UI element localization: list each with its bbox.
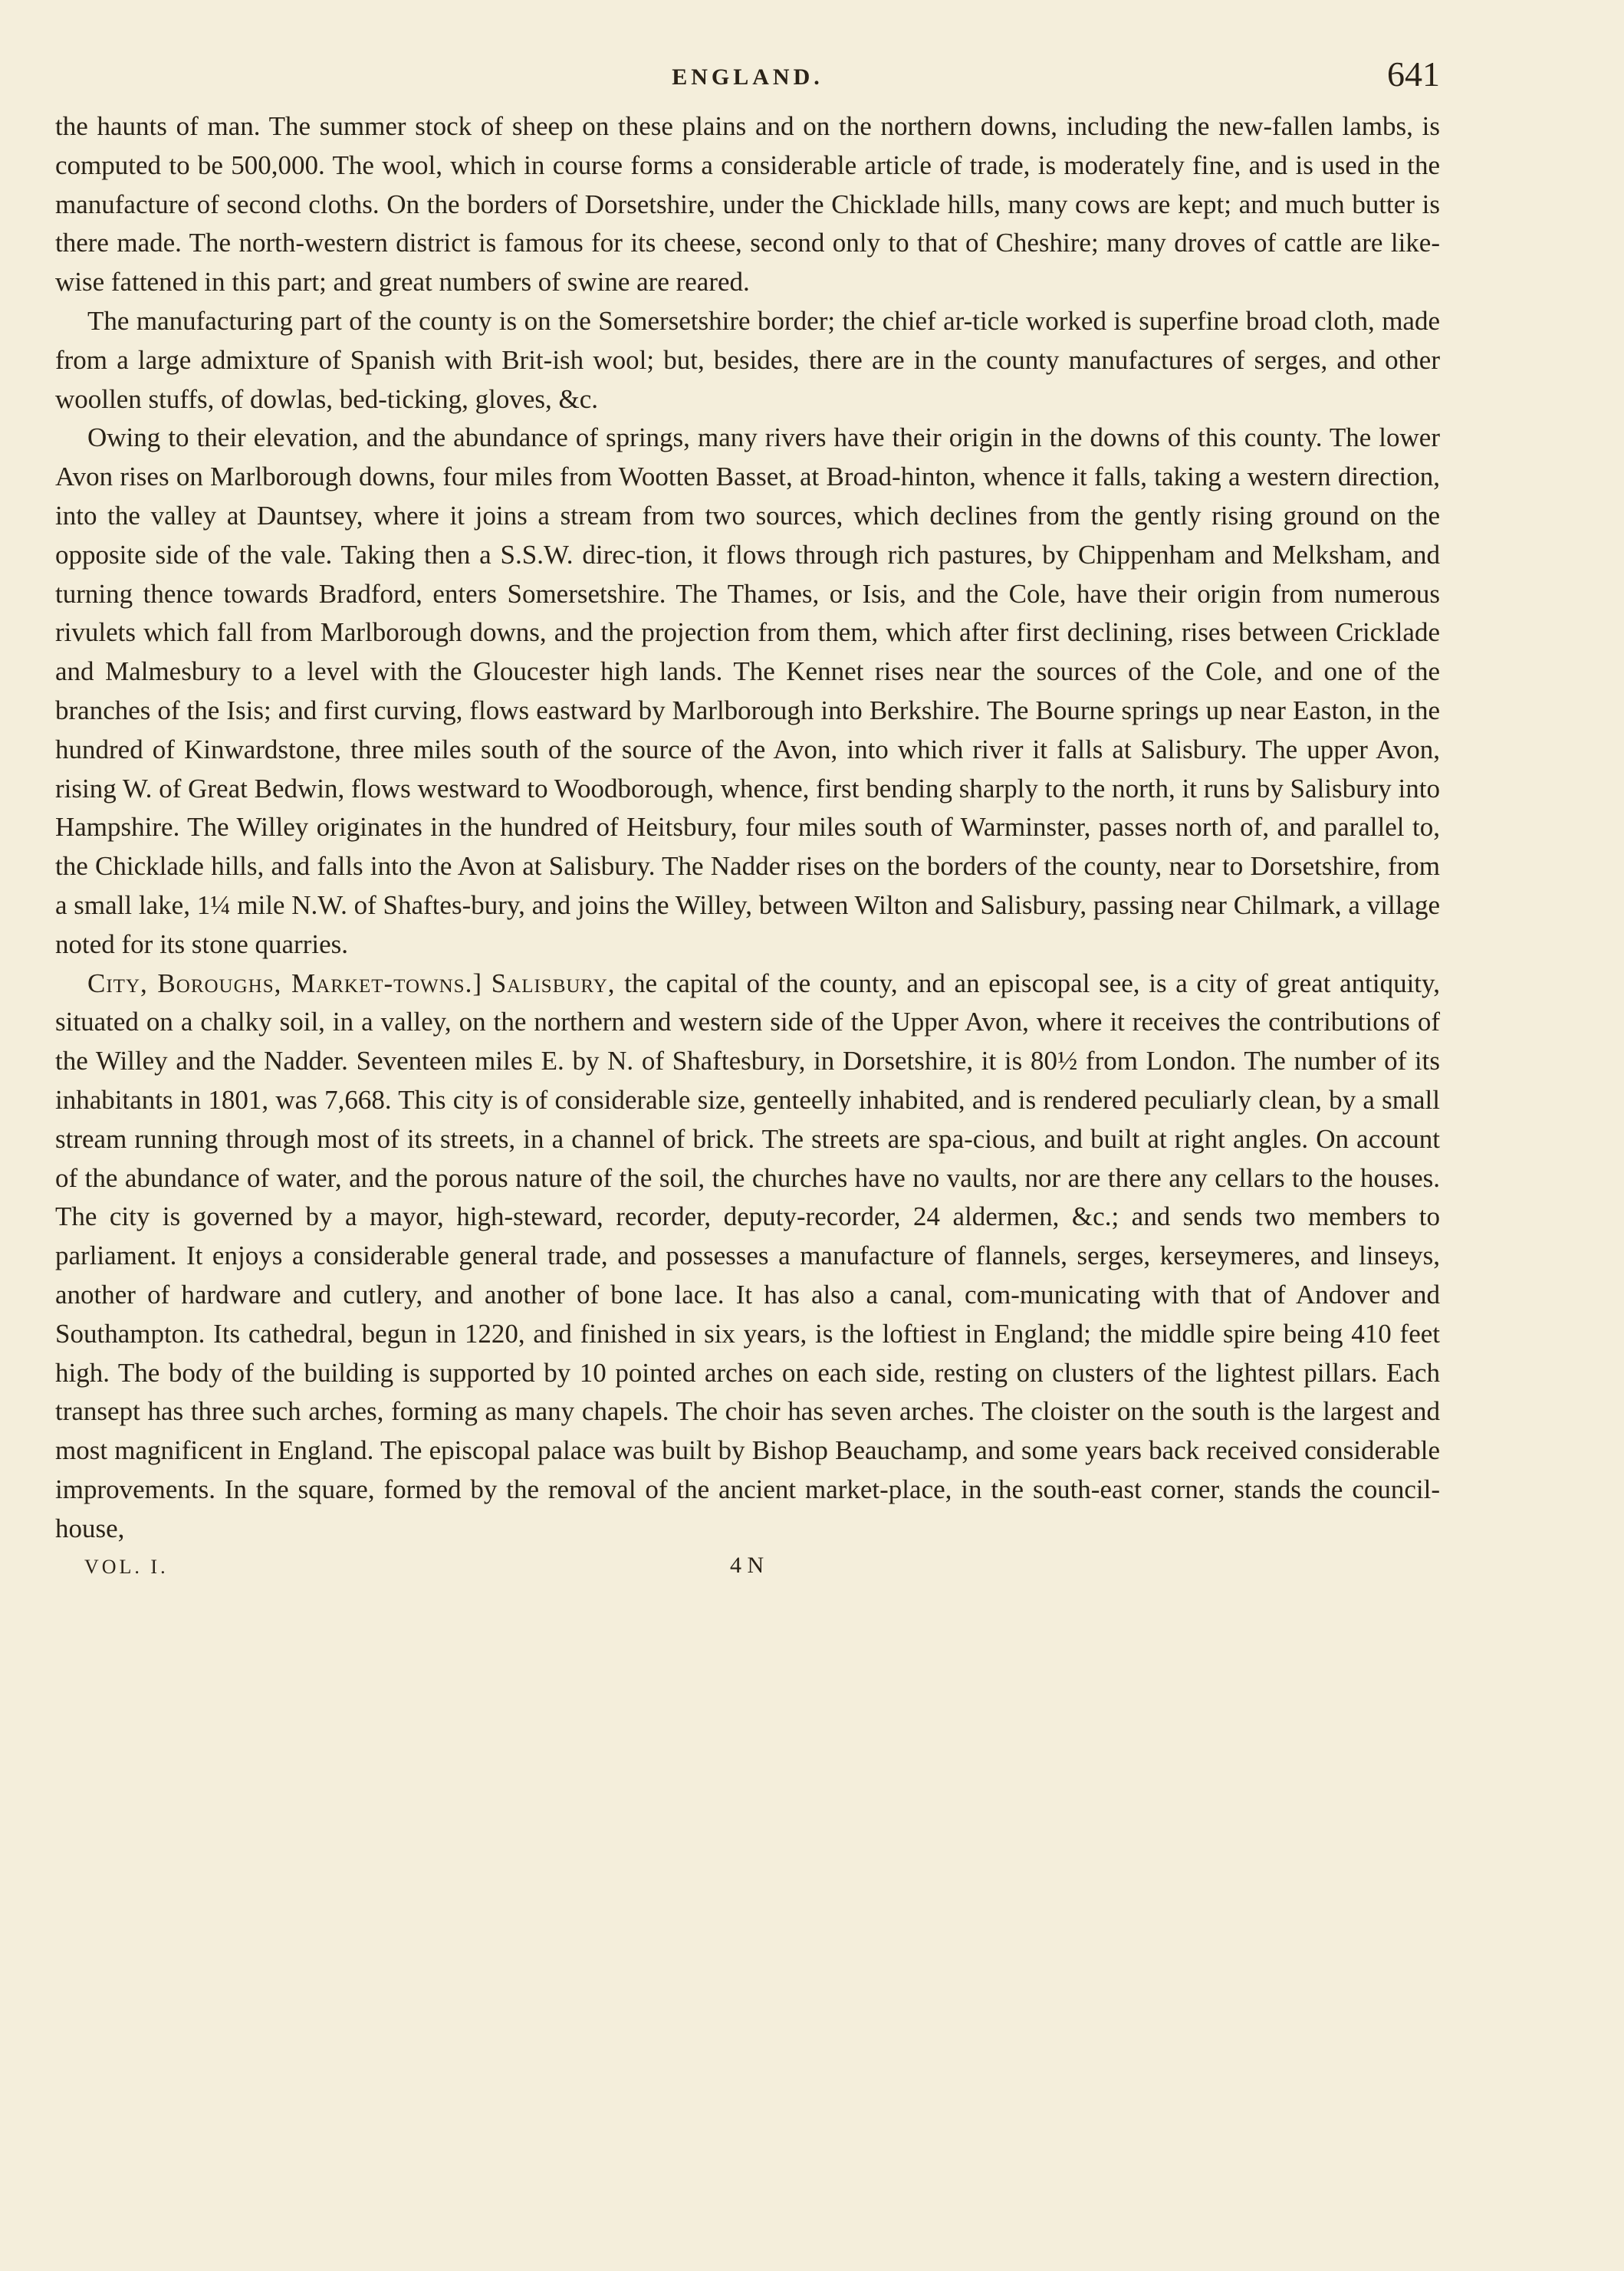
page-number: 641 bbox=[1387, 54, 1440, 94]
body-text bbox=[55, 107, 1440, 1548]
running-title: ENGLAND. bbox=[672, 64, 824, 90]
paragraph-text: Owing to their elevation, and the abundance of springs, many rivers have their origin in the downs of this county. The lower Avon rises on Marlborough downs, four miles from Wootten Basset, at Broad-hinton, whence it falls, taking a western direction, into the valley at Dauntsey, where it joins a stream from two sources, which declines from the gently rising ground on the opposite side of the vale. Taking then a S.S.W. direc-tion, it flows through rich pastures, by Chippenham and Melksham, and turning thence towards Bradford, enters Somersetshire. The Thames, or Isis, and the Cole, have their origin from numerous rivulets which fall from Marlborough downs, and the projection from them, which after first declining, rises between Cricklade and Malmesbury to a level with the Gloucester high lands. The Kennet rises near the sources of the Cole, and one of the branches of the Isis; and first curving, flows eastward by Marlborough into Berkshire. The Bourne springs up near Easton, in the hundred of Kinwardstone, three miles south of the source of the Avon, into which river it falls at Salisbury. The upper Avon, rising W. of Great Bedwin, flows westward to Woodborough, whence, first bending sharply to the north, it runs by Salisbury into Hampshire. The Willey originates in the hundred of Heitsbury, four miles south of Warminster, passes north of, and parallel to, the Chicklade hills, and falls into the Avon at Salisbury. The Nadder rises on the borders of the county, near to Dorsetshire, from a small lake, 1¼ mile N.W. of Shaftes-bury, and joins the Willey, between Wilton and Salisbury, passing near Chilmark, a village noted for its stone quarries. bbox=[55, 422, 1440, 959]
place-name: Salisbury, bbox=[491, 968, 616, 998]
paragraph bbox=[55, 419, 1440, 964]
running-head bbox=[55, 54, 1440, 107]
book-page bbox=[55, 54, 1440, 2231]
section-heading: City, Boroughs, Market-towns.] bbox=[87, 968, 482, 998]
paragraph-text: the haunts of man. The summer stock of sheep on these plains and on the northern downs, including the new-fallen lambs, is computed to be 500,000. The wool, which in course forms a considerable article of trade, is moderately fine, and is used in the manufacture of second cloths. On the borders of Dorsetshire, under the Chicklade hills, many cows are kept; and much butter is there made. The north-western district is famous for its cheese, second only to that of Cheshire; many droves of cattle are like-wise fattened in this part; and great numbers of swine are reared. bbox=[55, 111, 1440, 297]
page-footer bbox=[55, 1553, 1440, 1599]
paragraph-text: the capital of the county, and an episcopal see, is a city of great antiquity, situated on a chalky soil, in a valley, on the northern and western side of the Upper Avon, where it receives the contributions of the Willey and the Nadder. Seventeen miles E. by N. of Shaftesbury, in Dorsetshire, it is 80½ from London. The number of its inhabitants in 1801, was 7,668. This city is of considerable size, genteelly inhabited, and is rendered peculiarly clean, by a small stream running through most of its streets, in a channel of brick. The streets are spa-cious, and built at right angles. On account of the abundance of water, and the porous nature of the soil, the churches have no vaults, nor are there any cellars to the houses. The city is governed by a mayor, high-steward, recorder, deputy-recorder, 24 aldermen, &c.; and sends two members to parliament. It enjoys a considerable general trade, and possesses a manufacture of flannels, serges, kerseymeres, and linseys, another of hardware and cutlery, and another of bone lace. It has also a canal, com-municating with that of Andover and Southampton. Its cathedral, begun in 1220, and finished in six years, is the loftiest in England; the middle spire being 410 feet high. The body of the building is supported by 10 pointed arches on each side, resting on clusters of the lightest pillars. Each transept has three such arches, forming as many chapels. The choir has seven arches. The cloister on the south is the largest and most magnificent in England. The episcopal palace was built by Bishop Beauchamp, and some years back received considerable improvements. In the square, formed by the removal of the ancient market-place, in the south-east corner, stands the council-house, bbox=[55, 968, 1441, 1543]
paragraph bbox=[55, 107, 1440, 302]
volume-label: VOL. I. bbox=[84, 1556, 169, 1579]
spacer-text bbox=[482, 968, 491, 998]
paragraph bbox=[55, 302, 1440, 419]
paragraph-text: The manufacturing part of the county is on the Somersetshire border; the chief ar-ticle worked is superfine broad cloth, made from a large admixture of Spanish with Brit-ish wool; but, besides, there are in the county manufactures of serges, and other woollen stuffs, of dowlas, bed-ticking, gloves, &c. bbox=[55, 305, 1440, 414]
paragraph bbox=[55, 965, 1440, 1549]
signature-mark: 4 N bbox=[730, 1553, 764, 1579]
